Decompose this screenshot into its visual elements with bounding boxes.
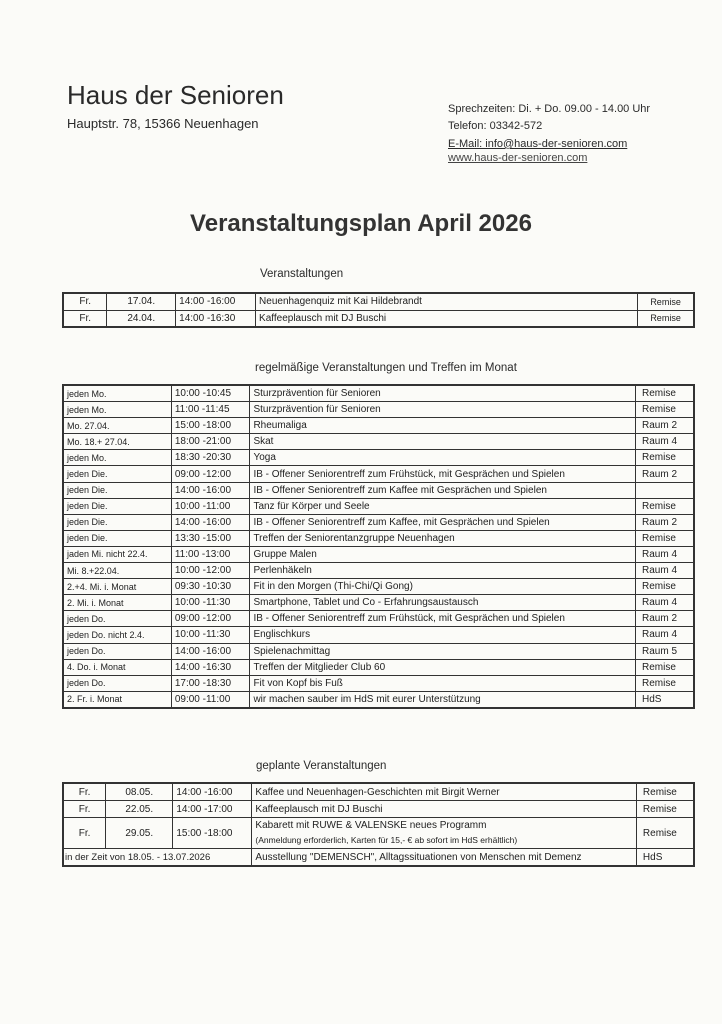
table-row bbox=[63, 579, 694, 595]
table-row bbox=[63, 498, 694, 514]
table-row bbox=[63, 293, 694, 310]
when-cell: jeden Die. bbox=[63, 514, 171, 530]
event-cell: IB - Offener Seniorentreff zum Kaffee, mit Gesprächen und Spielen bbox=[250, 514, 636, 530]
event-cell: Ausstellung "DEMENSCH", Alltagssituationen von Menschen mit Demenz bbox=[252, 849, 636, 867]
when-cell: jeden Do. bbox=[63, 611, 171, 627]
location-cell: Remise bbox=[636, 675, 695, 691]
date-cell: 24.04. bbox=[107, 310, 176, 327]
location-cell: Raum 4 bbox=[636, 563, 695, 579]
when-cell: jeden Mo. bbox=[63, 450, 171, 466]
when-cell: jeden Die. bbox=[63, 482, 171, 498]
when-cell: jaden Mi. nicht 22.4. bbox=[63, 546, 171, 562]
table-row bbox=[63, 675, 694, 691]
event-cell: Neuenhagenquiz mit Kai Hildebrandt bbox=[256, 293, 638, 310]
event-cell: Treffen der Mitglieder Club 60 bbox=[250, 659, 636, 675]
location-cell: Raum 2 bbox=[636, 418, 695, 434]
event-cell: IB - Offener Seniorentreff zum Kaffee mit Gesprächen und Spielen bbox=[250, 482, 636, 498]
org-name: Haus der Senioren bbox=[67, 80, 284, 110]
date-cell: 29.05. bbox=[106, 818, 173, 849]
email-link[interactable]: E-Mail: info@haus-der-senioren.com bbox=[448, 138, 628, 150]
event-cell: Sturzprävention für Senioren bbox=[250, 402, 636, 418]
planned-heading: geplante Veranstaltungen bbox=[256, 760, 387, 772]
regular-heading: regelmäßige Veranstaltungen und Treffen im Monat bbox=[255, 362, 517, 374]
time-cell: 10:00 -11:30 bbox=[171, 627, 250, 643]
time-cell: 11:00 -13:00 bbox=[171, 546, 250, 562]
event-cell: Rheumaliga bbox=[250, 418, 636, 434]
time-cell: 18:30 -20:30 bbox=[171, 450, 250, 466]
when-cell: jeden Die. bbox=[63, 498, 171, 514]
location-cell: Raum 4 bbox=[636, 627, 695, 643]
time-cell: 11:00 -11:45 bbox=[171, 402, 250, 418]
time-cell: 14:00 -17:00 bbox=[173, 801, 252, 818]
table-row bbox=[63, 801, 694, 818]
day-cell: Fr. bbox=[63, 293, 107, 310]
events-table bbox=[62, 292, 695, 328]
event-cell: wir machen sauber im HdS mit eurer Unterstützung bbox=[250, 691, 636, 708]
event-cell: IB - Offener Seniorentreff zum Frühstück, mit Gesprächen und Spielen bbox=[250, 466, 636, 482]
location-cell: HdS bbox=[636, 849, 694, 867]
event-cell: Treffen der Seniorentanzgruppe Neuenhagen bbox=[250, 530, 636, 546]
regular-table bbox=[62, 384, 695, 709]
time-cell: 10:00 -12:00 bbox=[171, 563, 250, 579]
when-cell: Mi. 8.+22.04. bbox=[63, 563, 171, 579]
table-row bbox=[63, 402, 694, 418]
location-cell: Remise bbox=[636, 818, 694, 849]
table-row bbox=[63, 310, 694, 327]
location-cell: Remise bbox=[636, 783, 694, 801]
day-cell: Fr. bbox=[63, 818, 106, 849]
page-title: Veranstaltungsplan April 2026 bbox=[190, 210, 532, 237]
table-row bbox=[63, 627, 694, 643]
event-note: (Anmeldung erforderlich, Karten für 15,- € ab sofort im HdS erhältlich) bbox=[255, 835, 518, 845]
table-row bbox=[63, 691, 694, 708]
time-cell: 14:00 -16:30 bbox=[176, 310, 256, 327]
office-hours: Sprechzeiten: Di. + Do. 09.00 - 14.00 Uhr bbox=[448, 103, 651, 115]
when-cell: jeden Do. bbox=[63, 643, 171, 659]
time-cell: 15:00 -18:00 bbox=[171, 418, 250, 434]
time-cell: 14:00 -16:00 bbox=[171, 514, 250, 530]
time-cell: 14:00 -16:30 bbox=[171, 659, 250, 675]
time-cell: 09:30 -10:30 bbox=[171, 579, 250, 595]
table-row bbox=[63, 595, 694, 611]
location-cell: Remise bbox=[636, 801, 694, 818]
location-cell: Remise bbox=[636, 659, 695, 675]
when-cell: 4. Do. i. Monat bbox=[63, 659, 171, 675]
location-cell: Remise bbox=[636, 450, 695, 466]
when-cell: jeden Mo. bbox=[63, 402, 171, 418]
event-cell bbox=[252, 783, 636, 801]
event-cell: Fit in den Morgen (Thi-Chi/Qi Gong) bbox=[250, 579, 636, 595]
planned-table bbox=[62, 782, 695, 867]
location-cell: Remise bbox=[636, 385, 695, 402]
event-text: Kabarett mit RUWE & VALENSKE neues Programm bbox=[255, 820, 487, 831]
time-cell: 18:00 -21:00 bbox=[171, 434, 250, 450]
location-cell bbox=[636, 482, 695, 498]
table-row bbox=[63, 546, 694, 562]
time-cell: 09:00 -12:00 bbox=[171, 466, 250, 482]
period-cell: in der Zeit von 18.05. - 13.07.2026 bbox=[63, 849, 252, 867]
event-cell bbox=[252, 801, 636, 818]
table-row bbox=[63, 530, 694, 546]
when-cell: 2. Mi. i. Monat bbox=[63, 595, 171, 611]
table-row bbox=[63, 818, 694, 849]
time-cell: 14:00 -16:00 bbox=[171, 482, 250, 498]
table-row bbox=[63, 611, 694, 627]
event-cell: Smartphone, Tablet und Co - Erfahrungsaustausch bbox=[250, 595, 636, 611]
event-cell: Gruppe Malen bbox=[250, 546, 636, 562]
location-cell: Remise bbox=[636, 579, 695, 595]
time-cell: 09:00 -11:00 bbox=[171, 691, 250, 708]
location-cell: Remise bbox=[636, 402, 695, 418]
event-cell: Yoga bbox=[250, 450, 636, 466]
org-address: Hauptstr. 78, 15366 Neuenhagen bbox=[67, 116, 259, 131]
time-cell: 13:30 -15:00 bbox=[171, 530, 250, 546]
when-cell: jeden Do. nicht 2.4. bbox=[63, 627, 171, 643]
location-cell: Raum 4 bbox=[636, 595, 695, 611]
time-cell: 09:00 -12:00 bbox=[171, 611, 250, 627]
event-cell: Englischkurs bbox=[250, 627, 636, 643]
table-row bbox=[63, 643, 694, 659]
location-cell: Remise bbox=[636, 498, 695, 514]
time-cell: 14:00 -16:00 bbox=[171, 643, 250, 659]
when-cell: 2. Fr. i. Monat bbox=[63, 691, 171, 708]
location-cell: Raum 4 bbox=[636, 434, 695, 450]
when-cell: Mo. 27.04. bbox=[63, 418, 171, 434]
time-cell: 10:00 -11:30 bbox=[171, 595, 250, 611]
event-cell: Kaffeeplausch mit DJ Buschi bbox=[256, 310, 638, 327]
location-cell: Raum 4 bbox=[636, 546, 695, 562]
contact-block bbox=[448, 101, 650, 166]
website-link[interactable]: www.haus-der-senioren.com bbox=[448, 151, 588, 164]
day-cell: Fr. bbox=[63, 310, 107, 327]
event-cell bbox=[252, 818, 636, 849]
when-cell: jeden Die. bbox=[63, 466, 171, 482]
table-row bbox=[63, 563, 694, 579]
when-cell: 2.+4. Mi. i. Monat bbox=[63, 579, 171, 595]
event-text: Kaffeeplausch mit DJ Buschi bbox=[255, 803, 383, 815]
time-cell: 14:00 -16:00 bbox=[176, 293, 256, 310]
event-text: Kaffee und Neuenhagen-Geschichten mit Birgit Werner bbox=[255, 786, 500, 798]
time-cell: 17:00 -18:30 bbox=[171, 675, 250, 691]
when-cell: jeden Die. bbox=[63, 530, 171, 546]
when-cell: jeden Mo. bbox=[63, 385, 171, 402]
when-cell: Mo. 18.+ 27.04. bbox=[63, 434, 171, 450]
event-cell: Tanz für Körper und Seele bbox=[250, 498, 636, 514]
time-cell: 10:00 -10:45 bbox=[171, 385, 250, 402]
event-cell: Sturzprävention für Senioren bbox=[250, 385, 636, 402]
date-cell: 08.05. bbox=[106, 783, 173, 801]
time-cell: 10:00 -11:00 bbox=[171, 498, 250, 514]
event-cell: Spielenachmittag bbox=[250, 643, 636, 659]
location-cell: Remise bbox=[638, 310, 694, 327]
table-row bbox=[63, 849, 694, 867]
table-row bbox=[63, 482, 694, 498]
event-cell: Perlenhäkeln bbox=[250, 563, 636, 579]
when-cell: jeden Do. bbox=[63, 675, 171, 691]
event-cell: Skat bbox=[250, 434, 636, 450]
table-row bbox=[63, 659, 694, 675]
table-row bbox=[63, 783, 694, 801]
location-cell: Remise bbox=[636, 530, 695, 546]
day-cell: Fr. bbox=[63, 783, 106, 801]
table-row bbox=[63, 466, 694, 482]
time-cell: 14:00 -16:00 bbox=[173, 783, 252, 801]
table-row bbox=[63, 385, 694, 402]
phone: Telefon: 03342-572 bbox=[448, 119, 543, 132]
location-cell: Raum 2 bbox=[636, 466, 695, 482]
location-cell: Raum 2 bbox=[636, 611, 695, 627]
event-cell: IB - Offener Seniorentreff zum Frühstück, mit Gesprächen und Spielen bbox=[250, 611, 636, 627]
table-row bbox=[63, 514, 694, 530]
location-cell: HdS bbox=[636, 691, 695, 708]
event-cell: Fit von Kopf bis Fuß bbox=[250, 675, 636, 691]
location-cell: Raum 2 bbox=[636, 514, 695, 530]
day-cell: Fr. bbox=[63, 801, 106, 818]
location-cell: Raum 5 bbox=[636, 643, 695, 659]
table-row bbox=[63, 434, 694, 450]
table-row bbox=[63, 418, 694, 434]
time-cell: 15:00 -18:00 bbox=[173, 818, 252, 849]
table-row bbox=[63, 450, 694, 466]
location-cell: Remise bbox=[638, 293, 694, 310]
date-cell: 17.04. bbox=[107, 293, 176, 310]
date-cell: 22.05. bbox=[106, 801, 173, 818]
events-heading: Veranstaltungen bbox=[260, 268, 344, 280]
